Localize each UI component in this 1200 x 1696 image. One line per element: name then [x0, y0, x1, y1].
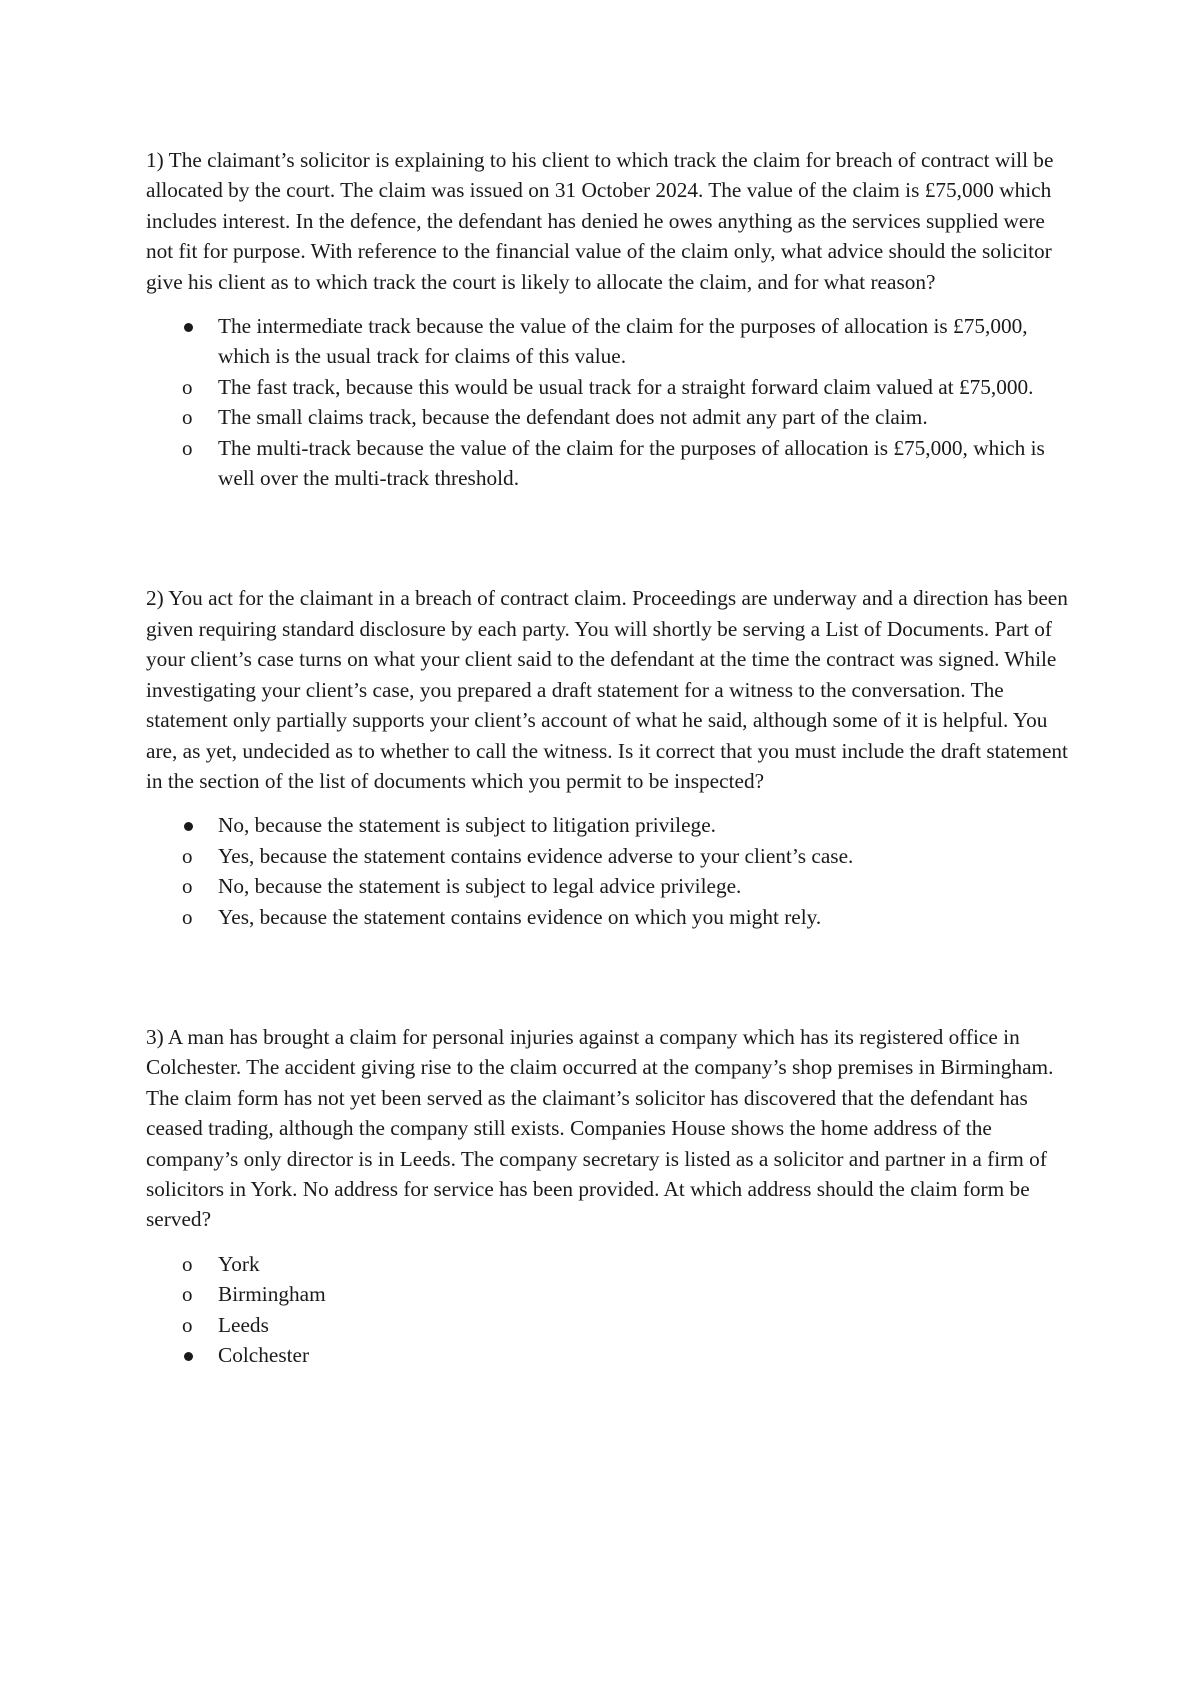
- open-bullet-icon: o: [182, 1312, 193, 1337]
- option-label: Yes, because the statement contains evidence adverse to your client’s case.: [218, 843, 854, 868]
- option-label: Yes, because the statement contains evidence on which you might rely.: [218, 904, 822, 929]
- option-label: No, because the statement is subject to litigation privilege.: [218, 813, 716, 838]
- option-label: The intermediate track because the value of the claim for the purposes of allocation is £75,000, which is the usual track for claims of this value.: [218, 314, 1028, 369]
- question-3-option-b[interactable]: [146, 1279, 1076, 1309]
- question-2-option-b[interactable]: [146, 841, 1076, 871]
- question-1: [146, 145, 1076, 493]
- open-bullet-icon: o: [182, 1251, 193, 1276]
- question-3-option-a[interactable]: [146, 1249, 1076, 1279]
- option-label: York: [218, 1251, 260, 1276]
- question-1-option-b[interactable]: [146, 372, 1076, 402]
- document-content: [146, 145, 1076, 1370]
- option-label: No, because the statement is subject to legal advice privilege.: [218, 874, 742, 899]
- open-bullet-icon: o: [182, 874, 193, 899]
- question-3-options: [146, 1249, 1076, 1371]
- question-1-option-a[interactable]: [146, 311, 1076, 372]
- question-3-option-c[interactable]: [146, 1310, 1076, 1340]
- spacer: [146, 493, 1076, 583]
- option-label: Leeds: [218, 1312, 269, 1337]
- question-2: [146, 583, 1076, 931]
- question-3-text: 3) A man has brought a claim for personal injuries against a company which has its registered office in Colchester. The accident giving rise to the claim occurred at the company’s shop premises in Birmingham. The claim form has not yet been served as the claimant’s solicitor has discovered that the defendant has ceased trading, although the company still exists. Companies House shows the home address of the company’s only director is in Leeds. The company secretary is listed as a solicitor and partner in a firm of solicitors in York. No address for service has been provided. At which address should the claim form be served?: [146, 1024, 1054, 1232]
- open-bullet-icon: o: [182, 405, 193, 430]
- option-label: The multi-track because the value of the claim for the purposes of allocation is £75,000, which is well over the multi-track threshold.: [218, 435, 1045, 491]
- option-label: The fast track, because this would be usual track for a straight forward claim valued at £75,000.: [218, 374, 1034, 399]
- question-1-option-c[interactable]: [146, 402, 1076, 432]
- question-2-options: [146, 810, 1076, 932]
- question-3: [146, 1022, 1076, 1370]
- open-bullet-icon: o: [182, 374, 193, 399]
- question-2-option-a[interactable]: [146, 810, 1076, 840]
- option-label: Birmingham: [218, 1282, 326, 1307]
- question-2-option-c[interactable]: [146, 871, 1076, 901]
- spacer: [146, 932, 1076, 1022]
- question-2-option-d[interactable]: [146, 902, 1076, 932]
- open-bullet-icon: o: [182, 843, 193, 868]
- option-label: Colchester: [218, 1343, 310, 1367]
- option-label: The small claims track, because the defendant does not admit any part of the claim.: [218, 405, 928, 430]
- question-3-option-d[interactable]: [146, 1340, 1076, 1370]
- question-2-text: 2) You act for the claimant in a breach of contract claim. Proceedings are underway and a direction has been given requiring standard disclosure by each party. You will shortly be serving a List of Documents. Part of your client’s case turns on what your client said to the defendant at the time the contract was signed. While investigating your client’s case, you prepared a draft statement for a witness to the conversation. The statement only partially supports your client’s account of what he said, although some of it is helpful. You are, as yet, undecided as to whether to call the witness. Is it correct that you must include the draft statement in the section of the list of documents which you permit to be inspected?: [146, 586, 1068, 793]
- question-1-option-d[interactable]: [146, 433, 1076, 494]
- question-1-text: 1) The claimant’s solicitor is explaining to his client to which track the claim for breach of contract will be allocated by the court. The claim was issued on 31 October 2024. The value of the claim is £75,000 which includes interest. In the defence, the defendant has denied he owes anything as the services supplied were not fit for purpose. With reference to the financial value of the claim only, what advice should the solicitor give his client as to which track the court is likely to allocate the claim, and for what reason?: [146, 148, 1054, 294]
- question-1-options: [146, 311, 1076, 493]
- open-bullet-icon: o: [182, 1282, 193, 1307]
- open-bullet-icon: o: [182, 904, 193, 929]
- open-bullet-icon: o: [182, 435, 193, 460]
